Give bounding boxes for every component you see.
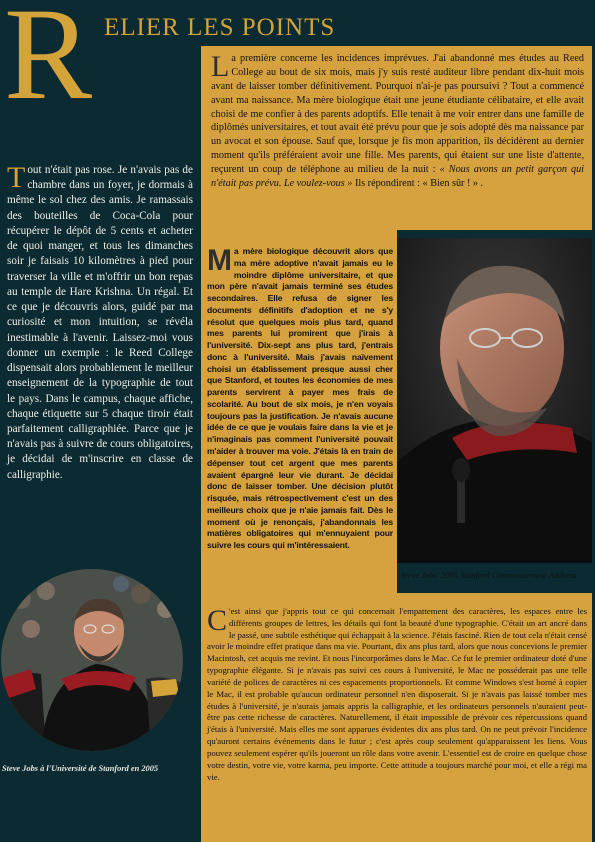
- top-text: a première concerne les incidences imprévues. J'ai abandonné mes études au Reed College au bout de six mois, mais j'y suis resté auditeur libre pendant dix-huit mois avant de laisser tomber définitivement. Pourquoi n'ai-je pas poursuivi ? Tout a commencé avant ma naissance. Ma mère biologique était une jeune étudiante célibataire, et elle avait choisi de me confier à des parents adoptifs. Elle tenait à me voir entrer dans une famille de diplômés universitaires, et tout avait été prévu pour que je sois adopté dès ma naissance par un avocat et son épouse. Sauf que, lorsque je fis mon apparition, ils décidèrent au dernier moment qu'ils préféraient avoir une fille. Mes parents, qui étaient sur une liste d'attente, reçurent un coup de téléphone au milieu de la nuit :: [211, 53, 584, 175]
- portrait-illustration: [397, 238, 592, 563]
- graduation-caption: Steve Jobs à l'Université de Stanford en 2005: [2, 764, 159, 773]
- bottom-article-block: [207, 606, 587, 783]
- page-title: ELIER LES POINTS: [104, 14, 336, 41]
- top-quote: « Nous avons un petit garçon qui n'était pas prévu. Le voulez-vous »: [211, 164, 584, 189]
- bottom-drop-cap: C: [207, 604, 228, 637]
- middle-text: a mère biologique découvrit alors que ma mère adoptive n'avait jamais eu le moindre diplôme universitaire, et que mon père n'avait jamais terminé ses études secondaires. Elle refusa de signer les documents définitifs d'adoption et ne s'y résolut que quelques mois plus tard, quand mes parents lui promirent que j'irais à l'université. Dix-sept ans plus tard, j'entrais donc à l'université. Mais j'avais naïvement choisi un établissement presque aussi cher que Stanford, et toutes les économies de mes parents servirent à payer mes frais de scolarité. Au bout de six mois, je n'en voyais toujours pas la justification. Je n'avais aucune idée de ce que je voulais faire dans la vie et je n'imaginais pas comment l'université pouvait m'aider à trouver ma voie. J'étais là en train de dépenser tout cet argent que mes parents avaient épargné leur vie durant. Je décidai donc de laisser tomber. Une décision plutôt risquée, mais rétrospectivement c'est un des meilleurs choix que je n'aie jamais fait. Dès le moment où je renonçais, j'abandonnais les matières obligatoires qui m'ennuyaient pour suivre les cours qui m'intéressaient.: [207, 246, 393, 551]
- graduation-photo: [1, 569, 183, 751]
- graduation-illustration: [1, 569, 183, 751]
- portrait-caption: Steve Jobs' 2005 Stanford Commencement Address: [401, 570, 577, 580]
- portrait-photo: [397, 238, 592, 563]
- top-tail: Ils répondirent : « Bien sûr ! » .: [352, 177, 484, 189]
- bottom-text: 'est ainsi que j'appris tout ce qui concernait l'empattement des caractères, les espaces entre les différents groupes de lettres, les détails qui font la beauté d'une typographie. C'était un art ancré dans le passé, une subtile esthétique qui échappait à la science. J'étais fasciné. Rien de tout cela n'était censé avoir le moindre effet pratique dans ma vie. Pourtant, dix ans plus tard, alors que nous concevions le premier Macintosh, cet acquis me revint. Et nous l'incorporâmes dans le Mac. Ce fut le premier ordinateur doté d'une typographie élégante. Si je n'avais pas suivi ces cours à l'université, le Mac ne posséderait pas une telle variété de polices de caractères ni ces espacements proportionnels. Et comme Windows s'est borné à copier le Mac, il est probable qu'aucun ordinateur personnel n'en disposerait. Si je n'avais pas laissé tomber mes études à l'université, je n'aurais jamais appris la calligraphie, et les ordinateurs personnels n'auraient peut-être pas cette richesse de caractères. Naturellement, il était impossible de prévoir ces répercussions quand j'étais à l'université. Mais elles me sont apparues évidentes dix ans plus tard. On ne peut prévoir l'incidence qu'auront certains événements dans le futur ; c'est après coup seulement qu'apparaissent les liens. Vous pouvez seulement espérer qu'ils joueront un rôle dans votre avenir. L'essentiel est de croire en quelque chose votre destin, votre vie, votre karma, peu importe. Cette attitude a toujours marché pour moi, et elle a régi ma vie.: [207, 606, 587, 782]
- title-drop-cap: R: [4, 0, 93, 127]
- left-column-text: out n'était pas rose. Je n'avais pas de chambre dans un foyer, je dormais à même le sol chez des amis. Je ramassais des bouteilles de Coca-Cola pour récupérer le dépôt de 5 cents et acheter de quoi manger, et tous les dimanches soir je faisais 10 kilomètres à pied pour traverser la ville et m'offrir un bon repas au temple de Hare Krishna. Un régal. Et ce que je découvris alors, guidé par ma curiosité et mon intuition, se révéla inestimable à l'avenir. Laissez-moi vous donner un exemple : le Reed College dispensait alors probablement le meilleur enseignement de la typographie de tout le pays. Dans le campus, chaque affiche, chaque étiquette sur 5 chaque tiroir était parfaitement calligraphiée. Parce que je n'avais pas à suivre de cours obligatoires, je décidai de m'inscrire en classe de calligraphie.: [7, 164, 193, 481]
- left-column-article: [7, 163, 193, 483]
- middle-drop-cap: M: [207, 244, 232, 277]
- left-drop-cap: T: [7, 161, 26, 194]
- middle-article-block: [207, 246, 393, 552]
- top-article-block: [211, 52, 584, 191]
- top-drop-cap: L: [211, 50, 230, 83]
